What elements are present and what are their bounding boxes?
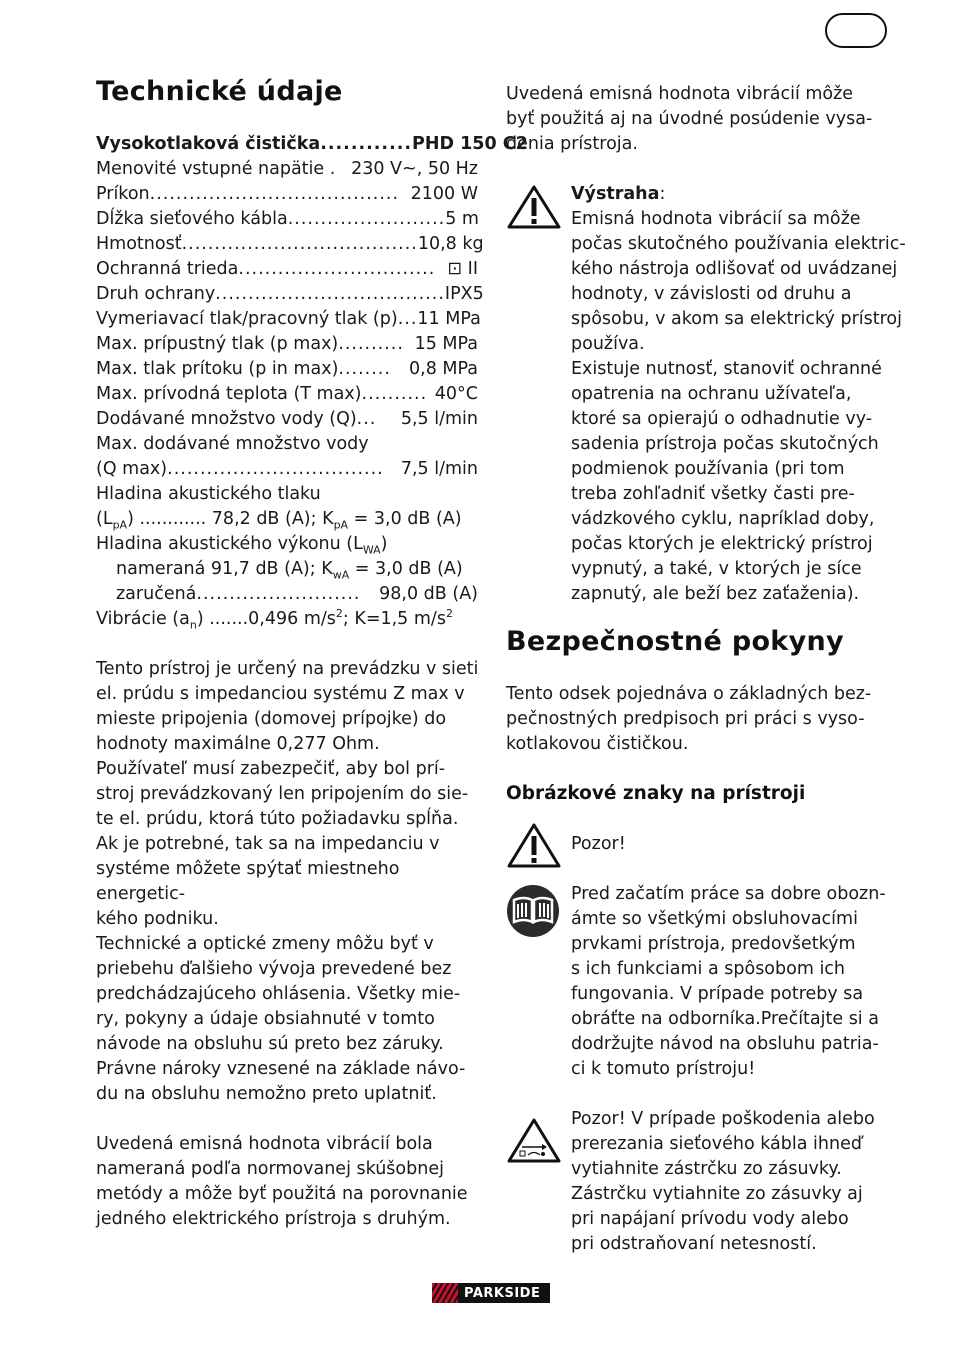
spec-label: Vysokotlaková čistička [96,134,321,154]
spec-vibration: Vibrácie $(a_n)$ .......0,496 $m/s^2$; K=1,5 $m/s^2$ [96,607,453,632]
spec-row [96,382,478,407]
spec-dots: ... [397,309,418,329]
spec-dots: ........................ [287,209,446,229]
logo-text: PARKSIDE [464,1285,541,1301]
cable-warning-text: Pozor! V prípade poškodenia alebo prerezania sieťového kábla ihneď vytiahnite zástrčku zo zásuvky. Zástrčku vytiahnite zo zásuvky aj pri napájaní prívodu vody alebo pri odstraňovaní netesností. [571,1109,875,1254]
spec-row [96,282,484,307]
spec-row [96,207,478,232]
spec-dots: ............ [320,134,413,154]
spec-value: 40°C [434,384,478,404]
spec-label: Ochranná trieda [96,259,239,279]
language-badge [825,13,887,48]
logo-stripes [432,1283,458,1303]
spec-label: Hmotnosť [96,234,182,254]
spec-label: Max. prívodná teplota (T max) [96,384,362,404]
spec-row [96,307,481,332]
lpa-text: $(L_{pA})$ ............ 78,2 dB (A); $K_{pA} = 3,0$ dB (A) [96,509,462,532]
spec-label: Druh ochrany [96,284,216,304]
vibration-assessment-paragraph: Uvedená emisná hodnota vibrácií môže byť použitá aj na úvodné posúdenie vysa- denia prístroja. [506,84,873,154]
spec-lwa-measured: nameraná 91,7 dB (A); $K_{wA} = 3,0$ dB (A) [116,559,463,582]
spec-label: Vymeriavací tlak/pracovný tlak (p) [96,309,398,329]
spec-dots: .......... [361,384,428,404]
spec-value: 2100 W [410,184,478,204]
safety-heading: Bezpečnostné pokyny [506,626,844,657]
spec-lwa-heading: Hladina akustického výkonu $(L_{WA})$ [96,534,388,557]
spec-row [96,407,478,432]
spec-label: Dĺžka sieťového kábla [96,209,288,229]
spec-row [96,232,484,257]
spec-label: Menovité vstupné napätie . [96,159,336,179]
spec-row [96,132,528,157]
spec-value: 7,5 l/min [400,459,478,479]
spec-label: (Q max) [96,459,168,479]
spec-value: 11 MPa [417,309,481,329]
spec-lpa [96,507,478,532]
spec-label: Max. tlak prítoku (p in max) [96,359,339,379]
warning-triangle-icon [506,184,562,230]
spec-dots: ................................. [167,459,384,479]
spec-dots: .............................. [238,259,436,279]
spec-row [96,257,478,282]
caution-icon [506,822,562,870]
spec-dots: ........ [338,359,391,379]
spec-row [96,357,478,382]
spec-label: Dodávané množstvo vody (Q) [96,409,357,429]
spec-lwa-guaranteed: zaručená ......................... 98,0 dB (A) [116,584,478,604]
vibration-emission-paragraph: Uvedená emisná hodnota vibrácií bola nameraná podľa normovanej skúšobnej metódy a môže byť použitá na porovnanie jedného elektrického prístroja s druhým. [96,1134,468,1229]
spec-row [96,182,478,207]
safety-intro: Tento odsek pojednáva o základných bez- pečnostných predpisoch pri práci s vyso- kotlakovou čističkou. [506,684,872,754]
spec-value: 230 V~, 50 Hz [351,159,478,179]
spec-label: Max. dodávané množstvo vody [96,434,369,454]
spec-label: Hladina akustického tlaku [96,484,321,504]
unplug-cable-icon [506,1117,562,1165]
spec-label: Príkon [96,184,150,204]
technical-data-heading: Technické údaje [96,76,343,107]
spec-label: Max. prípustný tlak (p max) [96,334,339,354]
spec-row [96,332,478,357]
spec-value: IPX5 [444,284,484,304]
warning-title: Výstraha: [571,184,666,204]
spec-row [96,432,478,457]
changes-paragraph: Technické a optické zmeny môžu byť v priebehu ďalšieho vývoja prevedené bez predchádzajúceho ohlásenia. Všetky mie- ry, pokyny a údaje obsiahnuté v tomto návode na obsluhu sú preto bez záruky. Právne nároky vznesené na základe návo- du na obsluhu nemožno preto uplatniť. [96,934,466,1104]
spec-value: 5,5 l/min [400,409,478,429]
spec-row [96,457,478,482]
spec-value: ⊡ II [447,259,478,279]
spec-value: PHD 150 C2 [412,134,528,154]
spec-dots: .......... [338,334,404,354]
impedance-paragraph: Tento prístroj je určený na prevádzku v sieti el. prúdu s impedanciou systému Z max v mieste pripojenia (domovej prípojke) do hodnoty maximálne 0,277 Ohm. Používateľ musí zabezpečiť, aby bol prí- stroj prevádzkovaný len pripojením do sie- te el. prúdu, ktorá túto požiadavku spĺňa. Ak je potrebné, tak sa na impedanciu v systéme môžete spýtať miestneho energetic- kého podniku. [96,659,479,929]
spec-dots: ................................... [215,284,445,304]
spec-dots: .................................... [181,234,418,254]
parkside-logo [432,1283,550,1303]
spec-value: 10,8 kg [417,234,484,254]
spec-row [96,157,478,182]
symbols-heading: Obrázkové znaky na prístroji [506,783,806,804]
warning-text: Emisná hodnota vibrácií sa môže počas skutočného používania elektric- kého nástroja odlišovať od uvádzanej hodnoty, v závislosti od druhu a spôsobu, v akom sa elektrický prístroj používa. Existuje nutnosť, stanoviť ochranné opatrenia na ochranu užívateľa, ktoré sa opierajú o odhadnutie vy- sadenia prístroja počas skutočných podmienok používania (pri tom treba zohľadniť všetky časti pre- vádzkového cyklu, napríklad doby, počas ktorých je elektrický prístroj vypnutý, a také, v ktorých je síce zapnutý, ale beží bez zaťaženia). [571,209,906,604]
spec-value: 15 MPa [414,334,478,354]
spec-row [96,482,478,507]
spec-dots: ...................................... [149,184,400,204]
spec-value: 0,8 MPa [409,359,478,379]
read-manual-icon [506,884,560,938]
caution-text: Pozor! [571,834,626,854]
spec-value: 5 m [445,209,479,229]
spec-dots: ... [356,409,377,429]
manual-text: Pred začatím práce sa dobre obozn- ámte so všetkými obsluhovacími prvkami prístroja, predovšetkým s ich funkciami a spôsobom ich fungovania. V prípade potreby sa obráťte na odborníka.Prečítajte si a dodržujte návod na obsluhu patria- ci k tomuto prístroju! [571,884,886,1079]
